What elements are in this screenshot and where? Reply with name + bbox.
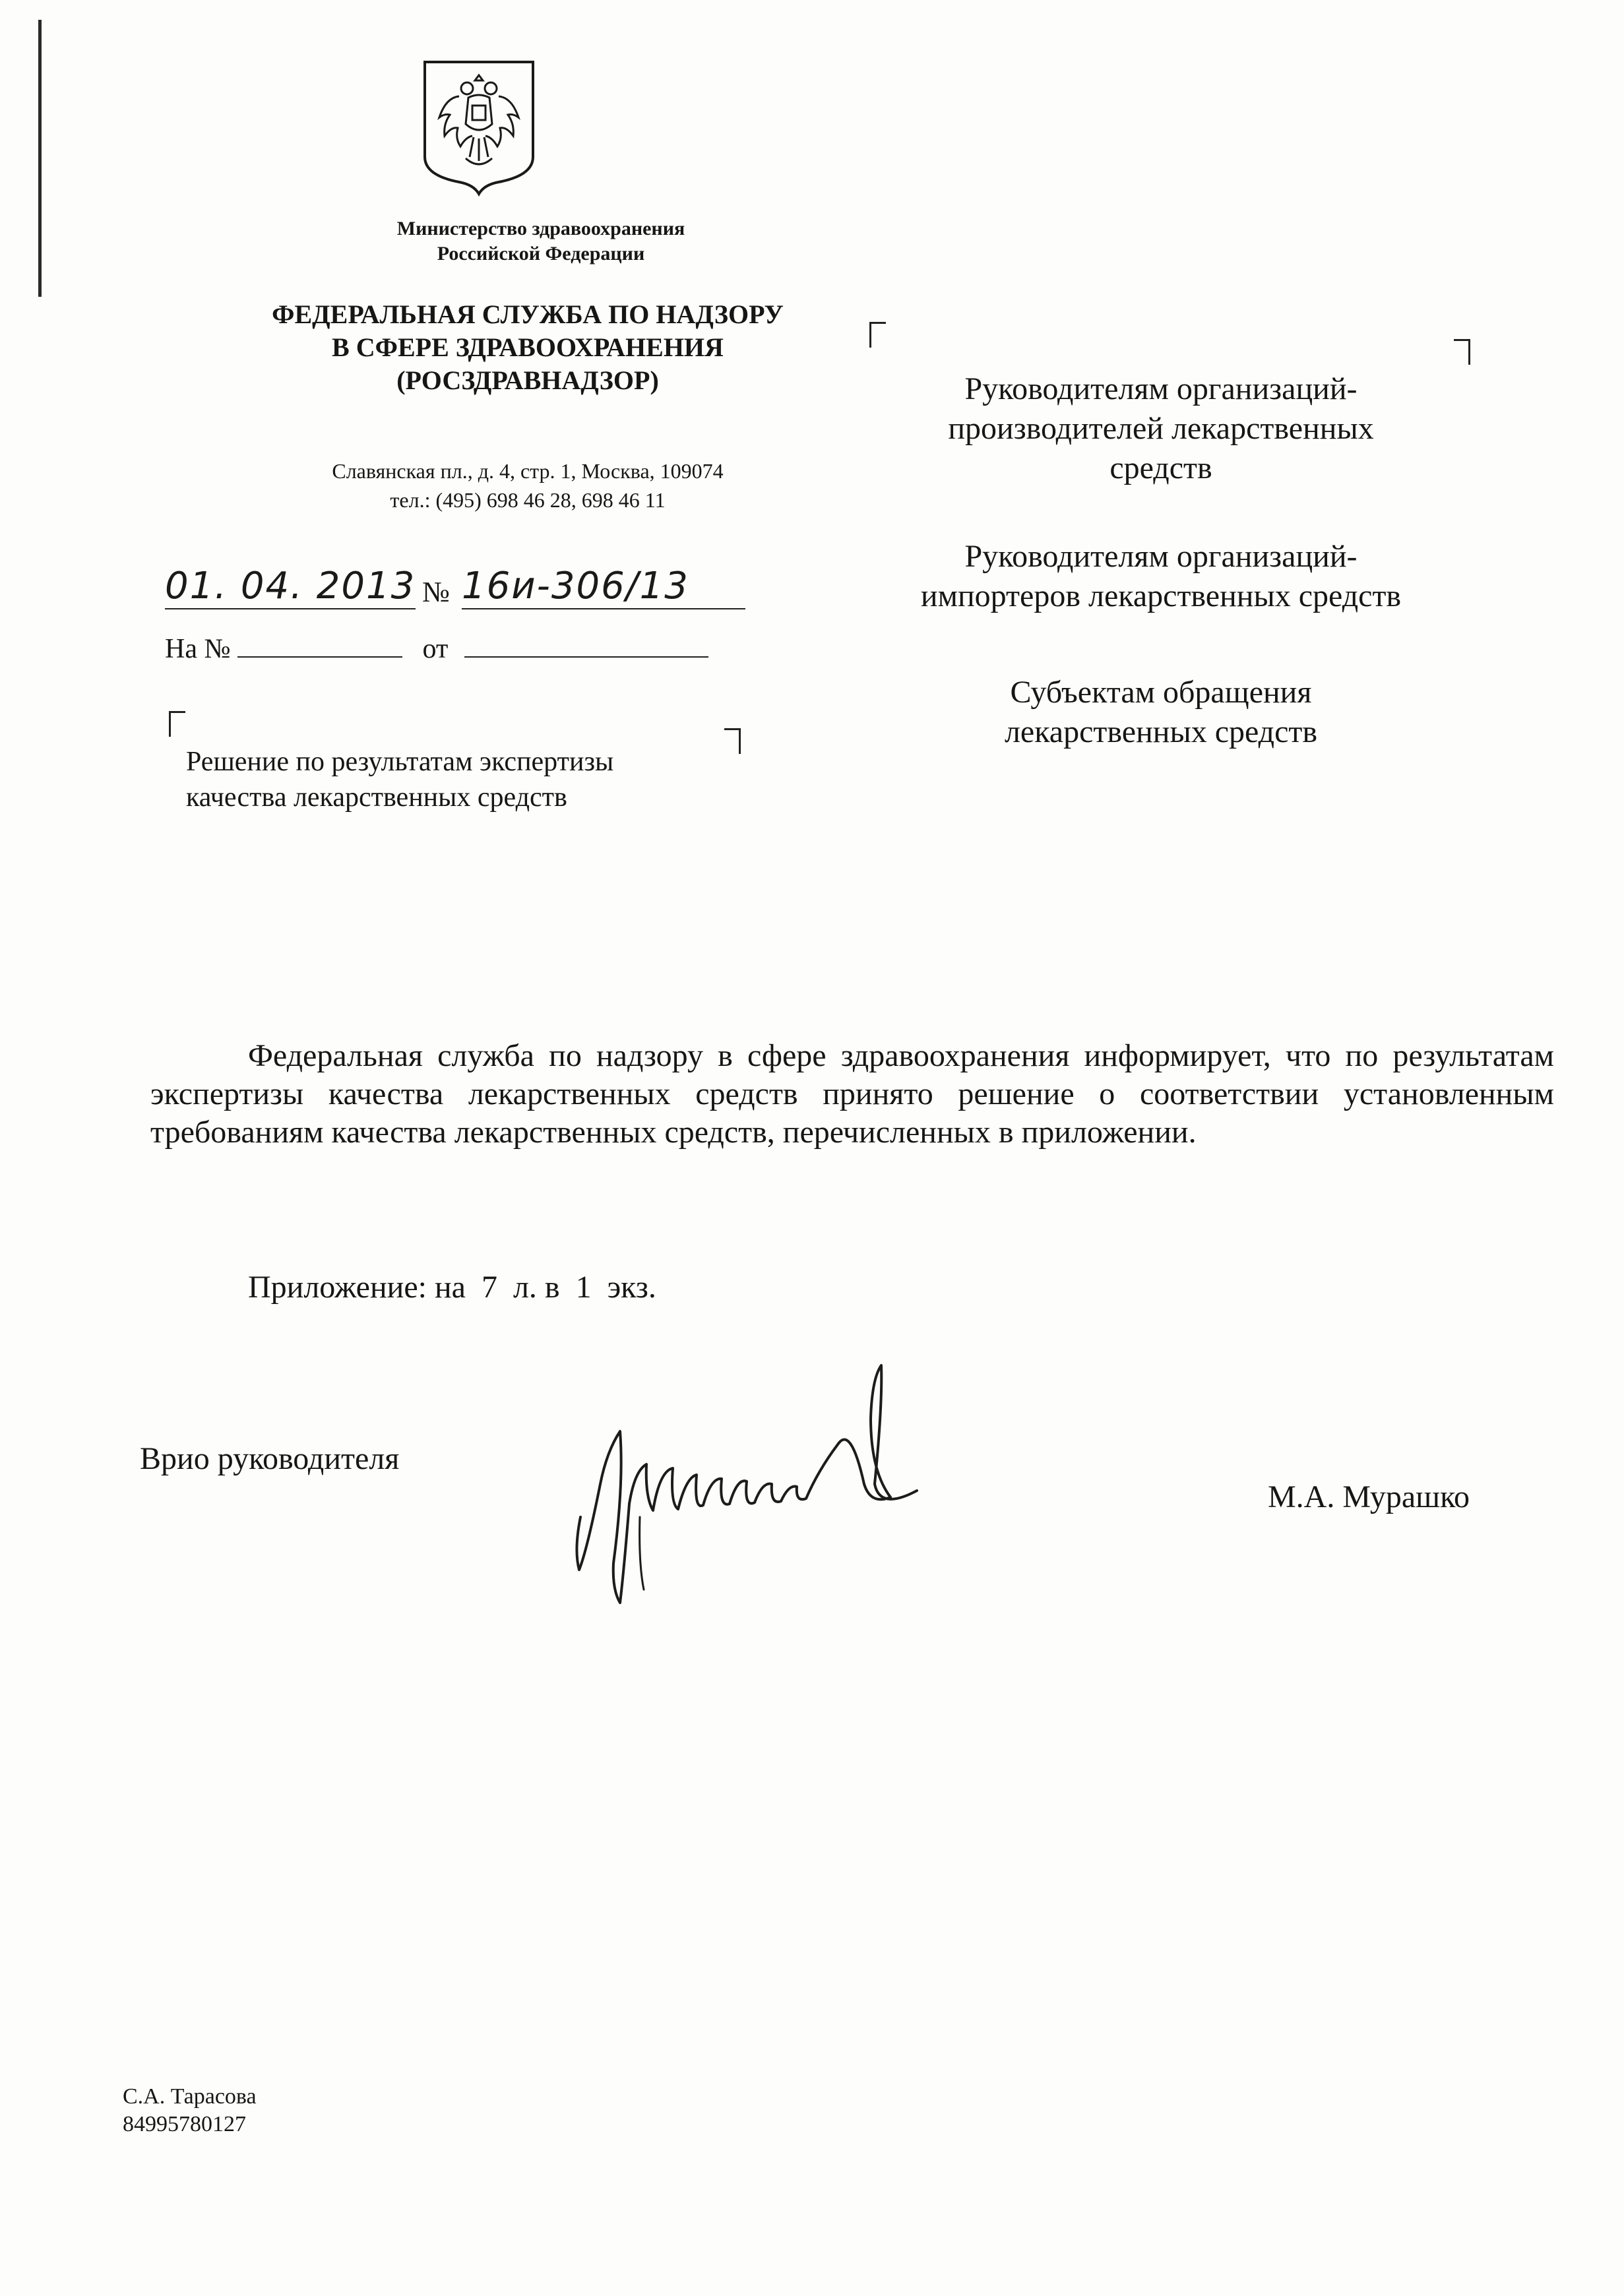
ministry-name bbox=[251, 216, 831, 266]
letter-body-paragraph: Федеральная служба по надзору в сфере здравоохранения информирует, что по результатам экспертизы качества лекарственных средств принято решение о соответствии установленным требованиям качества лекарственных средств, перечисленных в приложении. bbox=[150, 1038, 1554, 1150]
number-underline bbox=[462, 608, 745, 609]
addressee-3-line-2: лекарственных средств bbox=[1004, 714, 1318, 749]
russian-coat-of-arms-icon bbox=[420, 58, 538, 197]
ministry-line-1: Министерство здравоохранения bbox=[396, 218, 685, 239]
registration-line bbox=[158, 565, 818, 617]
subject-line-2: качества лекарственных средств bbox=[186, 782, 567, 813]
agency-line-3: (РОСЗДРАВНАДЗОР) bbox=[396, 365, 659, 395]
addressee-1-line-3: средств bbox=[1109, 450, 1212, 485]
addressee-importers bbox=[851, 537, 1471, 616]
addressee-manufacturers bbox=[871, 369, 1451, 488]
address-line-2: тел.: (495) 698 46 28, 698 46 11 bbox=[390, 488, 666, 512]
attachment-note: Приложение: на 7 л. в 1 экз. bbox=[248, 1270, 656, 1305]
addressee-bracket-right bbox=[1454, 339, 1470, 365]
reply-to-label: На № bbox=[165, 634, 231, 664]
handwritten-signature-icon bbox=[561, 1352, 943, 1616]
agency-line-2: В СФЕРЕ ЗДРАВООХРАНЕНИЯ bbox=[332, 332, 724, 362]
registration-date: 01. 04. 2013 bbox=[165, 565, 416, 607]
registration-number: 16и-306/13 bbox=[462, 565, 689, 607]
reply-reference-line bbox=[165, 633, 708, 665]
addressee-bracket-left bbox=[869, 322, 886, 348]
agency-address bbox=[185, 456, 871, 514]
executor-phone: 84995780127 bbox=[123, 2112, 246, 2136]
address-line-1: Славянская пл., д. 4, стр. 1, Москва, 109074 bbox=[332, 459, 724, 483]
letter-subject bbox=[186, 744, 780, 815]
agency-name bbox=[125, 298, 930, 397]
ministry-line-2: Российской Федерации bbox=[437, 243, 645, 264]
scan-edge-line bbox=[38, 20, 42, 297]
subject-line-1: Решение по результатам экспертизы bbox=[186, 747, 614, 777]
addressee-2-line-2: импортеров лекарственных средств bbox=[920, 578, 1402, 613]
reply-number-blank bbox=[237, 634, 402, 658]
reply-date-blank bbox=[464, 634, 708, 658]
addressee-2-line-1: Руководителям организаций- bbox=[964, 539, 1358, 574]
addressee-1-line-2: производителей лекарственных bbox=[948, 411, 1374, 446]
addressee-1-line-1: Руководителям организаций- bbox=[964, 371, 1358, 406]
from-label: от bbox=[422, 634, 449, 664]
addressee-3-line-1: Субъектам обращения bbox=[1010, 675, 1312, 710]
subject-bracket-left bbox=[169, 711, 185, 737]
addressee-circulation-subjects bbox=[871, 673, 1451, 752]
signer-position: Врио руководителя bbox=[140, 1441, 400, 1476]
executor-name: С.А. Тарасова bbox=[123, 2084, 257, 2109]
agency-line-1: ФЕДЕРАЛЬНАЯ СЛУЖБА ПО НАДЗОРУ bbox=[272, 299, 784, 329]
date-underline bbox=[165, 608, 416, 609]
signer-name: М.А. Мурашко bbox=[1268, 1479, 1470, 1514]
number-sign: № bbox=[422, 576, 450, 608]
